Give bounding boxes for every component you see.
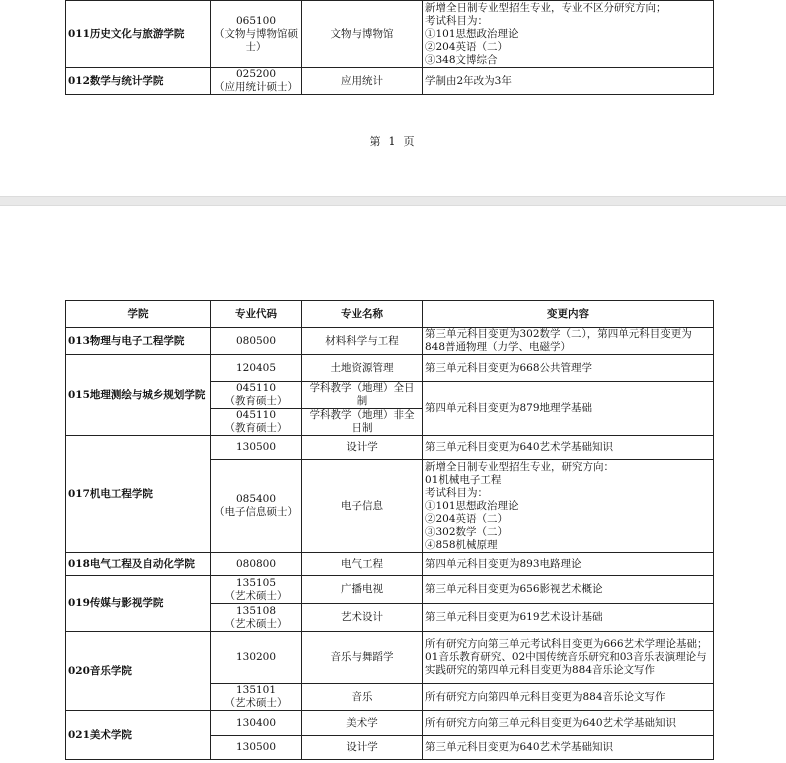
college-cell: 019传媒与影视学院: [66, 576, 211, 632]
major-code-cell: 130500: [211, 436, 302, 460]
change-content-cell: 学制由2年改为3年: [423, 68, 714, 95]
major-code-cell: 080500: [211, 328, 302, 355]
major-name-cell: 美术学: [302, 711, 423, 736]
major-code-cell: 065100 （文物与博物馆硕 士）: [211, 1, 302, 68]
major-code-cell: 025200 （应用统计硕士）: [211, 68, 302, 95]
table-row: [66, 576, 714, 604]
change-content-cell: 所有研究方向第三单元科目变更为640艺术学基础知识: [423, 711, 714, 736]
document-page-1: [0, 0, 786, 196]
college-cell: 020音乐学院: [66, 632, 211, 711]
header-major-name: 专业名称: [302, 301, 423, 328]
major-code-cell: 045110 （教育硕士）: [211, 409, 302, 436]
major-name-cell: 材料科学与工程: [302, 328, 423, 355]
major-code-cell: 130400: [211, 711, 302, 736]
change-content-cell: 第三单元科目变更为640艺术学基础知识: [423, 436, 714, 460]
major-name-cell: 设计学: [302, 436, 423, 460]
major-name-cell: 电气工程: [302, 553, 423, 576]
college-cell: 017机电工程学院: [66, 436, 211, 553]
change-content-cell: 第三单元科目变更为656影视艺术概论: [423, 576, 714, 604]
major-code-cell: 130200: [211, 632, 302, 684]
major-code-cell: 135108 （艺术硕士）: [211, 604, 302, 632]
change-content-cell: 第三单元科目变更为640艺术学基础知识: [423, 736, 714, 760]
table-row: [66, 553, 714, 576]
major-name-cell: 学科教学（地理）非全 日制: [302, 409, 423, 436]
major-name-cell: 学科教学（地理）全日 制: [302, 382, 423, 409]
changes-table: [65, 300, 714, 760]
major-code-cell: 135101 （艺术硕士）: [211, 684, 302, 711]
table-row: [66, 68, 714, 95]
college-cell: 012数学与统计学院: [66, 68, 211, 95]
major-name-cell: 广播电视: [302, 576, 423, 604]
college-cell: 021美术学院: [66, 711, 211, 760]
major-name-cell: 电子信息: [302, 460, 423, 553]
changes-table-continued: [65, 0, 714, 95]
table-row: [66, 355, 714, 382]
table-row: [66, 1, 714, 68]
major-name-cell: 设计学: [302, 736, 423, 760]
page-separator: [0, 196, 786, 206]
change-content-cell: 所有研究方向第四单元科目变更为884音乐论文写作: [423, 684, 714, 711]
college-cell: 011历史文化与旅游学院: [66, 1, 211, 68]
table-row: [66, 711, 714, 736]
change-content-cell: 所有研究方向第三单元考试科目变更为666艺术学理论基础； 01音乐教育研究、02中国传统音乐研究和03音乐表演理论与 实践研究的第四单元科目变更为884音乐论文写作: [423, 632, 714, 684]
college-cell: 015地理测绘与城乡规划学院: [66, 355, 211, 436]
change-content-cell: 第四单元科目变更为893电路理论: [423, 553, 714, 576]
table-row: [66, 632, 714, 684]
change-content-cell: 第四单元科目变更为879地理学基础: [423, 382, 714, 436]
major-name-cell: 音乐与舞蹈学: [302, 632, 423, 684]
header-college: 学院: [66, 301, 211, 328]
change-content-cell: 新增全日制专业型招生专业，专业不区分研究方向； 考试科目为： ①101思想政治理论 ②204英语（二） ③348文博综合: [423, 1, 714, 68]
major-code-cell: 135105 （艺术硕士）: [211, 576, 302, 604]
major-name-cell: 音乐: [302, 684, 423, 711]
major-name-cell: 文物与博物馆: [302, 1, 423, 68]
college-cell: 013物理与电子工程学院: [66, 328, 211, 355]
major-code-cell: 085400 （电子信息硕士）: [211, 460, 302, 553]
major-code-cell: 120405: [211, 355, 302, 382]
header-change-content: 变更内容: [423, 301, 714, 328]
table-row: [66, 328, 714, 355]
change-content-cell: 第三单元科目变更为668公共管理学: [423, 355, 714, 382]
header-major-code: 专业代码: [211, 301, 302, 328]
major-code-cell: 045110 （教育硕士）: [211, 382, 302, 409]
major-name-cell: 应用统计: [302, 68, 423, 95]
major-code-cell: 080800: [211, 553, 302, 576]
major-code-cell: 130500: [211, 736, 302, 760]
change-content-cell: 第三单元科目变更为619艺术设计基础: [423, 604, 714, 632]
table-row: [66, 436, 714, 460]
major-name-cell: 土地资源管理: [302, 355, 423, 382]
page-number: 第 1 页: [369, 135, 417, 148]
table-header-row: [66, 301, 714, 328]
major-name-cell: 艺术设计: [302, 604, 423, 632]
college-cell: 018电气工程及自动化学院: [66, 553, 211, 576]
change-content-cell: 第三单元科目变更为302数学（二），第四单元科目变更为 848普通物理（力学、电磁学）: [423, 328, 714, 355]
document-page-2: [0, 206, 786, 763]
change-content-cell: 新增全日制专业型招生专业，研究方向： 01机械电子工程 考试科目为： ①101思想政治理论 ②204英语（二） ③302数学（二） ④858机械原理: [423, 460, 714, 553]
